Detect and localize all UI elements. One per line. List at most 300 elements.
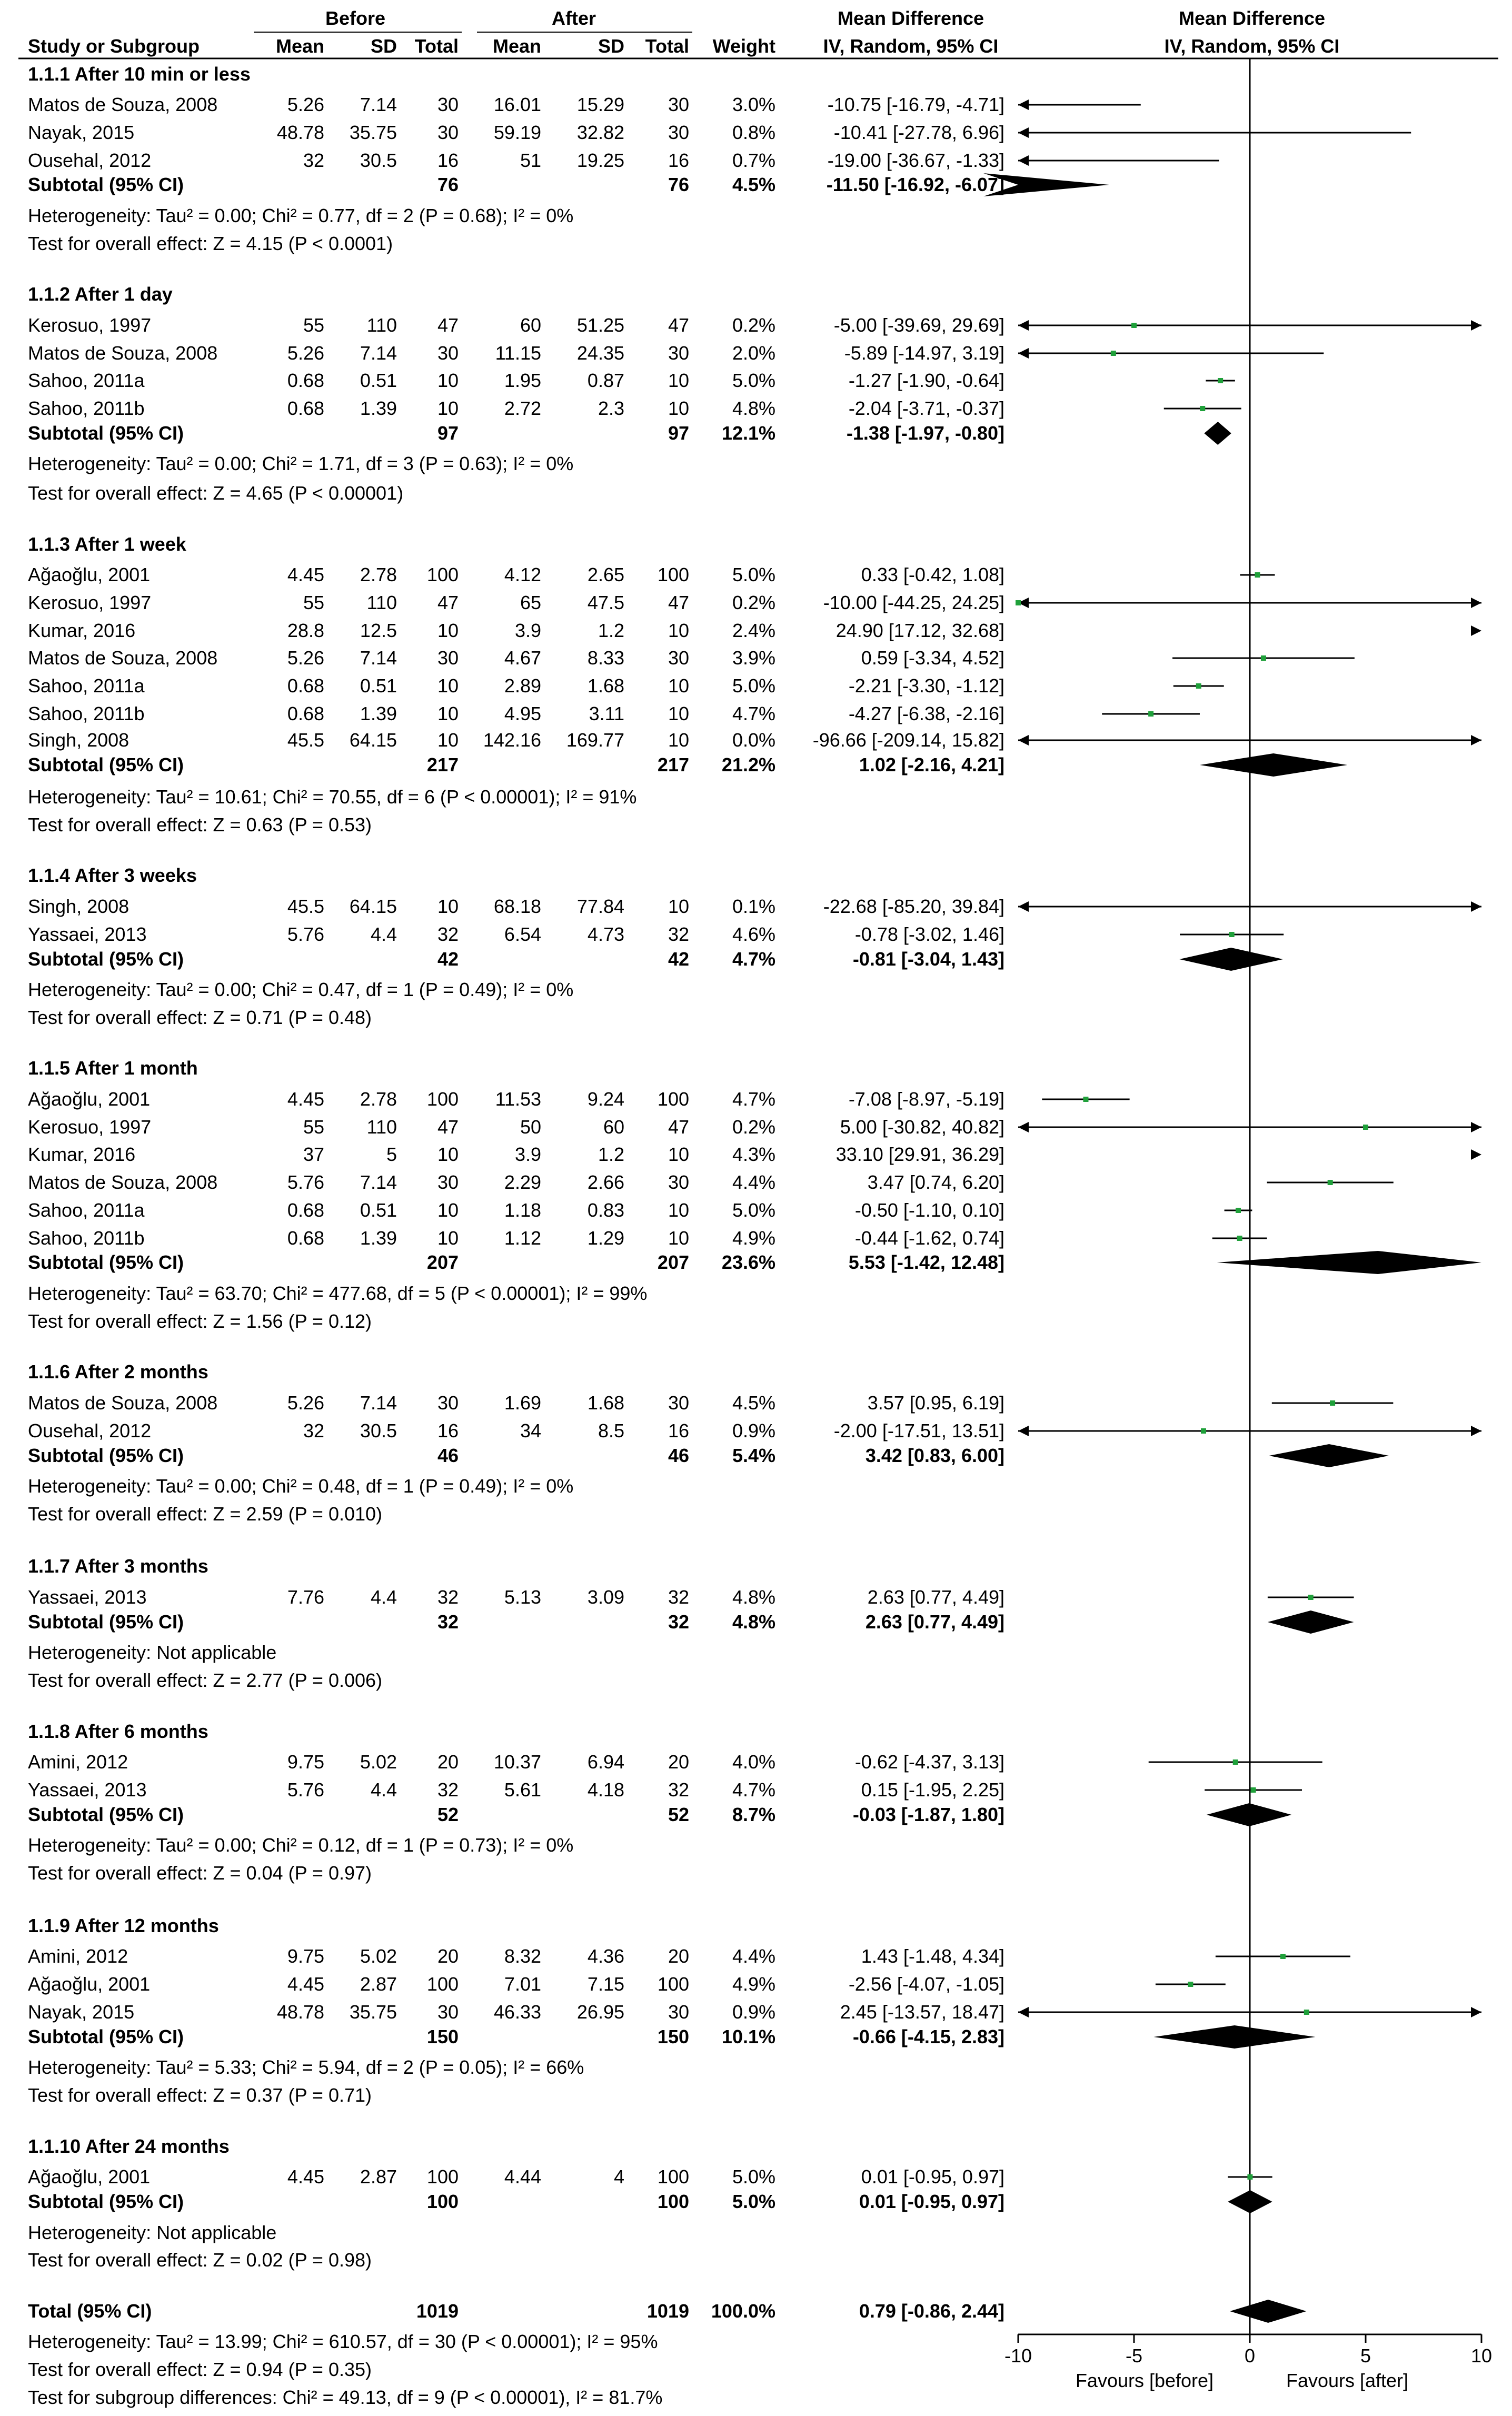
header-after: After [551, 7, 596, 29]
study-sd1: 7.14 [360, 1392, 397, 1414]
subtotal-n2: 100 [657, 2191, 689, 2212]
study-n1: 100 [426, 1088, 459, 1110]
header-plot-sub: IV, Random, 95% CI [1164, 35, 1340, 57]
study-name: Kumar, 2016 [28, 1144, 136, 1165]
study-m2: 4.95 [504, 703, 541, 724]
study-sd1: 0.51 [360, 1199, 397, 1221]
ci-arrow-right [1471, 625, 1481, 636]
subtotal-diamond [1217, 1251, 1481, 1274]
point-estimate [1237, 1236, 1242, 1241]
subtotal-diamond [1204, 422, 1231, 445]
study-m1: 5.26 [287, 647, 324, 669]
subtotal-weight: 4.7% [732, 948, 775, 970]
study-w: 3.9% [732, 647, 775, 669]
study-n2: 10 [668, 620, 689, 641]
study-w: 5.0% [732, 1199, 775, 1221]
point-estimate [1148, 711, 1153, 717]
study-sd1: 12.5 [360, 620, 397, 641]
study-name: Amini, 2012 [28, 1751, 128, 1773]
study-sd2: 32.82 [576, 122, 624, 143]
subtotal-diamond [1269, 1444, 1389, 1467]
total-n1: 1019 [416, 2300, 459, 2322]
study-n2: 30 [668, 94, 689, 115]
study-ci: -5.89 [-14.97, 3.19] [844, 342, 1004, 364]
group-title: 1.1.1 After 10 min or less [28, 63, 251, 85]
study-m1: 32 [303, 1420, 324, 1441]
study-sd2: 0.83 [587, 1199, 624, 1221]
study-m2: 51 [520, 150, 541, 171]
study-m1: 0.68 [287, 703, 324, 724]
study-m2: 46.33 [493, 2001, 541, 2023]
study-w: 2.0% [732, 342, 775, 364]
study-name: Ağaoğlu, 2001 [28, 1088, 151, 1110]
study-sd2: 24.35 [576, 342, 624, 364]
study-name: Ağaoğlu, 2001 [28, 564, 151, 585]
study-w: 4.7% [732, 1779, 775, 1801]
point-estimate [1330, 1400, 1335, 1406]
study-sd2: 3.11 [589, 703, 624, 724]
study-n1: 32 [437, 1779, 459, 1801]
study-n2: 47 [668, 1116, 689, 1138]
study-sd1: 110 [366, 592, 397, 613]
study-m1: 55 [303, 592, 324, 613]
study-n2: 10 [668, 896, 689, 917]
overall-effect-text: Test for overall effect: Z = 0.63 (P = 0.53) [28, 814, 372, 836]
study-ci: -10.00 [-44.25, 24.25] [823, 592, 1004, 613]
study-w: 5.0% [732, 675, 775, 697]
ci-arrow-left [1018, 100, 1029, 110]
subtotal-label: Subtotal (95% CI) [28, 1804, 184, 1825]
study-m2: 59.19 [493, 122, 541, 143]
subtotal-label: Subtotal (95% CI) [28, 1251, 184, 1273]
study-m2: 3.9 [514, 1144, 541, 1165]
study-sd2: 8.33 [587, 647, 624, 669]
study-sd1: 64.15 [349, 896, 397, 917]
point-estimate [1328, 1180, 1333, 1185]
study-m2: 1.12 [504, 1227, 541, 1249]
study-name: Singh, 2008 [28, 896, 130, 917]
ci-arrow-right [1471, 1122, 1481, 1132]
overall-effect-text: Test for overall effect: Z = 2.77 (P = 0.006) [28, 1669, 383, 1691]
study-sd2: 1.2 [598, 1144, 624, 1165]
heterogeneity-text: Heterogeneity: Tau² = 0.00; Chi² = 0.77, df = 2 (P = 0.68); I² = 0% [28, 205, 574, 226]
study-w: 4.4% [732, 1171, 775, 1193]
study-ci: -96.66 [-209.14, 15.82] [812, 729, 1004, 751]
header-study: Study or Subgroup [28, 35, 200, 57]
study-sd1: 1.39 [360, 397, 397, 419]
study-m1: 55 [303, 314, 324, 336]
study-w: 4.9% [732, 1973, 775, 1995]
point-estimate [1201, 1428, 1206, 1434]
subtotal-label: Subtotal (95% CI) [28, 174, 184, 195]
point-estimate [1233, 1759, 1238, 1765]
subtotal-n1: 97 [437, 422, 459, 444]
study-n2: 10 [668, 729, 689, 751]
study-n1: 16 [437, 1420, 459, 1441]
study-ci: 0.59 [-3.34, 4.52] [861, 647, 1004, 669]
study-n1: 100 [426, 1973, 459, 1995]
study-w: 5.0% [732, 370, 775, 391]
study-sd2: 4.36 [587, 1945, 624, 1967]
ci-arrow-left [1018, 735, 1029, 745]
study-m1: 0.68 [287, 1199, 324, 1221]
study-n2: 30 [668, 647, 689, 669]
study-w: 0.2% [732, 1116, 775, 1138]
study-m2: 3.9 [514, 620, 541, 641]
overall-effect-text: Test for overall effect: Z = 0.37 (P = 0.71) [28, 2084, 372, 2106]
heterogeneity-text: Heterogeneity: Not applicable [28, 1642, 277, 1663]
study-sd2: 60 [603, 1116, 624, 1138]
subtotal-ci: -0.03 [-1.87, 1.80] [852, 1804, 1004, 1825]
ci-arrow-left [1018, 155, 1029, 166]
point-estimate [1218, 378, 1223, 383]
subtotal-n1: 150 [426, 2026, 459, 2047]
study-w: 4.4% [732, 1945, 775, 1967]
subtotal-n2: 207 [657, 1251, 689, 1273]
group-title: 1.1.4 After 3 weeks [28, 864, 197, 886]
study-m1: 4.45 [287, 564, 324, 585]
study-m2: 1.95 [504, 370, 541, 391]
study-n1: 32 [437, 1586, 459, 1608]
subtotal-n2: 217 [657, 754, 689, 775]
header-total-after: Total [645, 35, 689, 57]
header-md-title: Mean Difference [837, 7, 984, 29]
study-m1: 45.5 [287, 896, 324, 917]
study-w: 4.5% [732, 1392, 775, 1414]
overall-diamond [1230, 2300, 1306, 2323]
study-n1: 10 [437, 1199, 459, 1221]
study-w: 4.6% [732, 923, 775, 945]
study-m2: 68.18 [493, 896, 541, 917]
x-label-after: Favours [after] [1286, 2370, 1409, 2391]
overall-effect-text: Test for overall effect: Z = 0.71 (P = 0.48) [28, 1007, 372, 1028]
study-sd1: 35.75 [349, 122, 397, 143]
overall-effect-text: Test for overall effect: Z = 4.65 (P < 0.00001) [28, 482, 404, 504]
study-n2: 16 [668, 150, 689, 171]
study-n2: 30 [668, 2001, 689, 2023]
point-estimate [1261, 655, 1266, 661]
study-n2: 32 [668, 923, 689, 945]
study-m2: 2.29 [504, 1171, 541, 1193]
study-name: Ağaoğlu, 2001 [28, 2166, 151, 2188]
study-m1: 48.78 [276, 2001, 324, 2023]
subtotal-weight: 12.1% [721, 422, 775, 444]
study-n1: 10 [437, 703, 459, 724]
study-n1: 10 [437, 370, 459, 391]
study-name: Matos de Souza, 2008 [28, 1171, 218, 1193]
study-sd2: 6.94 [587, 1751, 624, 1773]
ci-arrow-left [1018, 320, 1029, 331]
x-tick-label: -5 [1125, 2345, 1142, 2367]
header-mean-after: Mean [492, 35, 541, 57]
study-w: 0.8% [732, 122, 775, 143]
study-ci: 3.47 [0.74, 6.20] [867, 1171, 1004, 1193]
subtotal-label: Subtotal (95% CI) [28, 948, 184, 970]
study-sd2: 1.2 [598, 620, 624, 641]
study-sd1: 30.5 [360, 1420, 397, 1441]
subtotal-label: Subtotal (95% CI) [28, 1445, 184, 1466]
study-ci: -10.75 [-16.79, -4.71] [827, 94, 1004, 115]
study-name: Yassaei, 2013 [28, 1586, 147, 1608]
study-m2: 50 [520, 1116, 541, 1138]
study-n2: 32 [668, 1779, 689, 1801]
point-estimate [1200, 406, 1205, 411]
study-m1: 0.68 [287, 675, 324, 697]
study-m1: 0.68 [287, 1227, 324, 1249]
ci-arrow-right [1471, 320, 1481, 331]
study-name: Sahoo, 2011a [28, 675, 145, 697]
ci-arrow-right [1471, 1149, 1481, 1160]
overall-effect-text: Test for overall effect: Z = 0.02 (P = 0.98) [28, 2249, 372, 2271]
study-n2: 32 [668, 1586, 689, 1608]
study-m1: 7.76 [287, 1586, 324, 1608]
subtotal-weight: 10.1% [721, 2026, 775, 2047]
overall-effect-text: Test for overall effect: Z = 1.56 (P = 0.12) [28, 1310, 372, 1332]
study-sd1: 7.14 [360, 94, 397, 115]
study-w: 4.7% [732, 703, 775, 724]
group-title: 1.1.2 After 1 day [28, 283, 173, 305]
study-sd1: 7.14 [360, 1171, 397, 1193]
study-name: Yassaei, 2013 [28, 1779, 147, 1801]
study-sd2: 26.95 [576, 2001, 624, 2023]
study-n2: 10 [668, 675, 689, 697]
study-sd1: 64.15 [349, 729, 397, 751]
study-n1: 10 [437, 1144, 459, 1165]
study-n1: 10 [437, 1227, 459, 1249]
study-m1: 5.76 [287, 1779, 324, 1801]
study-n1: 16 [437, 150, 459, 171]
study-n1: 47 [437, 314, 459, 336]
study-sd2: 1.68 [587, 675, 624, 697]
group-title: 1.1.7 After 3 months [28, 1555, 208, 1577]
study-m2: 65 [520, 592, 541, 613]
study-w: 4.8% [732, 397, 775, 419]
study-n2: 10 [668, 1199, 689, 1221]
study-w: 5.0% [732, 2166, 775, 2188]
study-sd1: 5 [386, 1144, 397, 1165]
study-m1: 5.26 [287, 94, 324, 115]
study-m2: 11.53 [495, 1088, 541, 1110]
heterogeneity-text: Heterogeneity: Tau² = 0.00; Chi² = 1.71, df = 3 (P = 0.63); I² = 0% [28, 453, 574, 474]
header-sd-before: SD [370, 35, 397, 57]
study-w: 4.7% [732, 1088, 775, 1110]
study-sd1: 2.78 [360, 564, 397, 585]
subtotal-weight: 4.5% [732, 174, 775, 195]
study-ci: -0.78 [-3.02, 1.46] [854, 923, 1004, 945]
point-estimate [1131, 323, 1137, 328]
study-n2: 30 [668, 1171, 689, 1193]
study-w: 4.8% [732, 1586, 775, 1608]
study-n1: 30 [437, 2001, 459, 2023]
x-tick-label: 5 [1360, 2345, 1371, 2367]
overall-effect-text: Test for overall effect: Z = 2.59 (P = 0.010) [28, 1503, 383, 1525]
overall-effect-text: Test for overall effect: Z = 0.04 (P = 0.97) [28, 1862, 372, 1884]
ci-arrow-left [1018, 1122, 1029, 1132]
study-ci: 0.33 [-0.42, 1.08] [861, 564, 1004, 585]
study-m1: 45.5 [287, 729, 324, 751]
study-ci: -0.62 [-4.37, 3.13] [854, 1751, 1004, 1773]
ci-arrow-right [1471, 1426, 1481, 1436]
study-n2: 47 [668, 592, 689, 613]
study-w: 5.0% [732, 564, 775, 585]
study-n1: 100 [426, 564, 459, 585]
study-sd1: 4.4 [370, 1779, 397, 1801]
study-name: Ağaoğlu, 2001 [28, 1973, 151, 1995]
study-w: 0.1% [732, 896, 775, 917]
study-ci: -4.27 [-6.38, -2.16] [848, 703, 1004, 724]
overall-effect-text: Test for overall effect: Z = 4.15 (P < 0.0001) [28, 233, 393, 254]
subtotal-ci: 0.01 [-0.95, 0.97] [859, 2191, 1004, 2212]
study-n1: 20 [437, 1751, 459, 1773]
study-sd2: 19.25 [576, 150, 624, 171]
study-w: 3.0% [732, 94, 775, 115]
study-ci: 0.01 [-0.95, 0.97] [861, 2166, 1004, 2188]
study-sd2: 8.5 [598, 1420, 624, 1441]
study-sd2: 3.09 [587, 1586, 624, 1608]
study-n2: 100 [657, 1973, 689, 1995]
study-sd2: 77.84 [576, 896, 624, 917]
subtotal-ci: -0.66 [-4.15, 2.83] [852, 2026, 1004, 2047]
study-ci: 3.57 [0.95, 6.19] [867, 1392, 1004, 1414]
study-m1: 28.8 [287, 620, 324, 641]
subtotal-weight: 21.2% [721, 754, 775, 775]
study-name: Kerosuo, 1997 [28, 314, 152, 336]
study-sd1: 4.4 [370, 1586, 397, 1608]
study-w: 0.0% [732, 729, 775, 751]
group-title: 1.1.8 After 6 months [28, 1721, 208, 1742]
study-name: Ousehal, 2012 [28, 150, 152, 171]
point-estimate [1111, 351, 1116, 356]
subtotal-ci: 1.02 [-2.16, 4.21] [859, 754, 1004, 775]
study-w: 4.9% [732, 1227, 775, 1249]
study-name: Sahoo, 2011a [28, 370, 145, 391]
study-n1: 30 [437, 122, 459, 143]
study-m1: 5.26 [287, 1392, 324, 1414]
study-w: 2.4% [732, 620, 775, 641]
study-name: Kumar, 2016 [28, 620, 136, 641]
study-w: 0.2% [732, 592, 775, 613]
study-m2: 8.32 [504, 1945, 541, 1967]
point-estimate [1363, 1125, 1368, 1130]
point-estimate [1196, 683, 1201, 689]
study-n1: 10 [437, 620, 459, 641]
study-sd2: 15.29 [576, 94, 624, 115]
study-m2: 2.89 [504, 675, 541, 697]
study-n2: 10 [668, 370, 689, 391]
study-m2: 10.37 [493, 1751, 541, 1773]
study-sd2: 4.73 [587, 923, 624, 945]
study-n1: 30 [437, 342, 459, 364]
study-sd2: 1.68 [587, 1392, 624, 1414]
subtotal-n2: 52 [668, 1804, 689, 1825]
study-name: Yassaei, 2013 [28, 923, 147, 945]
subtotal-n2: 97 [668, 422, 689, 444]
study-name: Matos de Souza, 2008 [28, 342, 218, 364]
study-ci: -2.00 [-17.51, 13.51] [833, 1420, 1004, 1441]
subtotal-ci: -11.50 [-16.92, -6.07] [826, 174, 1004, 195]
subtotal-weight: 5.0% [732, 2191, 775, 2212]
study-name: Sahoo, 2011b [28, 703, 145, 724]
study-n2: 16 [668, 1420, 689, 1441]
study-name: Matos de Souza, 2008 [28, 1392, 218, 1414]
study-m1: 5.76 [287, 923, 324, 945]
group-title: 1.1.3 After 1 week [28, 533, 186, 555]
study-n2: 30 [668, 122, 689, 143]
study-name: Nayak, 2015 [28, 122, 135, 143]
point-estimate [1247, 2174, 1252, 2180]
study-n2: 10 [668, 397, 689, 419]
subtotal-ci: -0.81 [-3.04, 1.43] [852, 948, 1004, 970]
header-plot-title: Mean Difference [1178, 7, 1326, 29]
point-estimate [1280, 1954, 1286, 1959]
study-n1: 10 [437, 896, 459, 917]
group-title: 1.1.6 After 2 months [28, 1361, 208, 1383]
study-sd2: 0.87 [587, 370, 624, 391]
study-m1: 0.68 [287, 370, 324, 391]
study-sd1: 30.5 [360, 150, 397, 171]
point-estimate [1188, 1982, 1193, 1987]
study-n2: 10 [668, 1227, 689, 1249]
study-n2: 20 [668, 1751, 689, 1773]
study-m2: 142.16 [483, 729, 541, 751]
study-m2: 34 [520, 1420, 541, 1441]
study-sd2: 2.65 [587, 564, 624, 585]
study-n1: 30 [437, 647, 459, 669]
study-ci: 24.90 [17.12, 32.68] [835, 620, 1004, 641]
study-m2: 11.15 [495, 342, 541, 364]
study-name: Singh, 2008 [28, 729, 130, 751]
ci-arrow-left [1018, 1426, 1029, 1436]
study-m2: 60 [520, 314, 541, 336]
subtotal-diamond [1268, 1610, 1354, 1634]
study-w: 0.2% [732, 314, 775, 336]
subtotal-label: Subtotal (95% CI) [28, 422, 184, 444]
x-tick-label: 10 [1470, 2345, 1493, 2367]
study-name: Sahoo, 2011a [28, 1199, 145, 1221]
study-sd1: 7.14 [360, 342, 397, 364]
study-sd1: 7.14 [360, 647, 397, 669]
study-n1: 20 [437, 1945, 459, 1967]
study-m2: 4.67 [504, 647, 541, 669]
heterogeneity-text: Heterogeneity: Tau² = 63.70; Chi² = 477.68, df = 5 (P < 0.00001); I² = 99% [28, 1282, 648, 1304]
study-m1: 0.68 [287, 397, 324, 419]
header-sd-after: SD [598, 35, 624, 57]
study-sd1: 5.02 [360, 1751, 397, 1773]
study-sd1: 4.4 [370, 923, 397, 945]
study-ci: -2.21 [-3.30, -1.12] [848, 675, 1004, 697]
study-m1: 5.26 [287, 342, 324, 364]
subtotal-n1: 100 [426, 2191, 459, 2212]
study-m1: 55 [303, 1116, 324, 1138]
study-name: Matos de Souza, 2008 [28, 94, 218, 115]
study-name: Ousehal, 2012 [28, 1420, 152, 1441]
study-m2: 16.01 [493, 94, 541, 115]
study-ci: -2.56 [-4.07, -1.05] [848, 1973, 1004, 1995]
heterogeneity-text: Heterogeneity: Not applicable [28, 2222, 277, 2243]
study-sd1: 2.87 [360, 2166, 397, 2188]
heterogeneity-text: Heterogeneity: Tau² = 0.00; Chi² = 0.12, df = 1 (P = 0.73); I² = 0% [28, 1834, 574, 1856]
study-w: 0.9% [732, 2001, 775, 2023]
study-w: 4.0% [732, 1751, 775, 1773]
study-w: 0.7% [732, 150, 775, 171]
study-m1: 48.78 [276, 122, 324, 143]
study-n2: 47 [668, 314, 689, 336]
study-n2: 10 [668, 703, 689, 724]
study-sd1: 5.02 [360, 1945, 397, 1967]
subtotal-diamond [1153, 2025, 1315, 2049]
ci-arrow-right [1471, 2007, 1481, 2017]
study-name: Kerosuo, 1997 [28, 1116, 152, 1138]
